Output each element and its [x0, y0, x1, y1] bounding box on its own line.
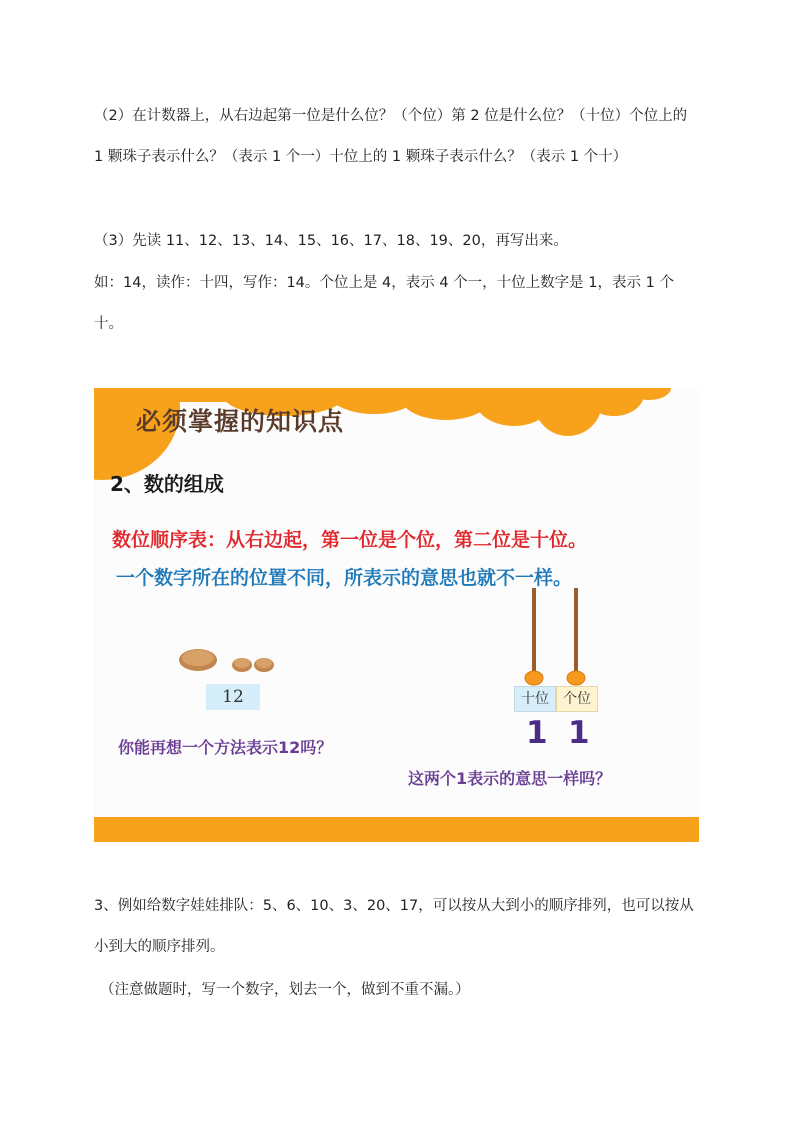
place-meaning-rule: 一个数字所在的位置不同，所表示的意思也就不一样。 [116, 567, 573, 589]
question-same-meaning: 这两个1表示的意思一样吗？ [408, 769, 612, 788]
section-title: 2、数的组成 [110, 472, 224, 496]
slide-title: 必须掌握的知识点 [136, 407, 345, 436]
number-box: 12 [206, 684, 260, 710]
question-other-method: 你能再想一个方法表示12吗？ [118, 738, 333, 757]
paragraph-read-write: （3）先读 11、12、13、14、15、16、17、18、19、20，再写出来。 [94, 233, 568, 249]
paragraph-counter-question: （2）在计数器上，从右边起第一位是什么位？（个位）第 2 位是什么位？（十位）个位上的 1 颗珠子表示什么？（表示 1 个一）十位上的 1 颗珠子表示什么？（表示 1 个十） [94, 108, 688, 165]
tens-place-label: 十位 [514, 686, 556, 712]
paragraph-ordering: 3、例如给数字娃娃排队：5、6、10、3、20、17，可以按从大到小的顺序排列，也可以按从小到大的顺序排列。 [94, 898, 694, 955]
slide-footer-bar [94, 817, 699, 842]
knowledge-slide [94, 388, 699, 842]
paragraph-note: （注意做题时，写一个数字，划去一个，做到不重不漏。） [100, 982, 470, 998]
ones-digit: 1 [568, 715, 590, 751]
tens-digit: 1 [526, 715, 548, 751]
ones-place-label: 个位 [556, 686, 598, 712]
paragraph-example: 如：14，读作：十四，写作：14。个位上是 4，表示 4 个一，十位上数字是 1，表示 1 个十。 [94, 275, 674, 332]
place-order-rule: 数位顺序表：从右边起，第一位是个位，第二位是十位。 [112, 529, 588, 551]
